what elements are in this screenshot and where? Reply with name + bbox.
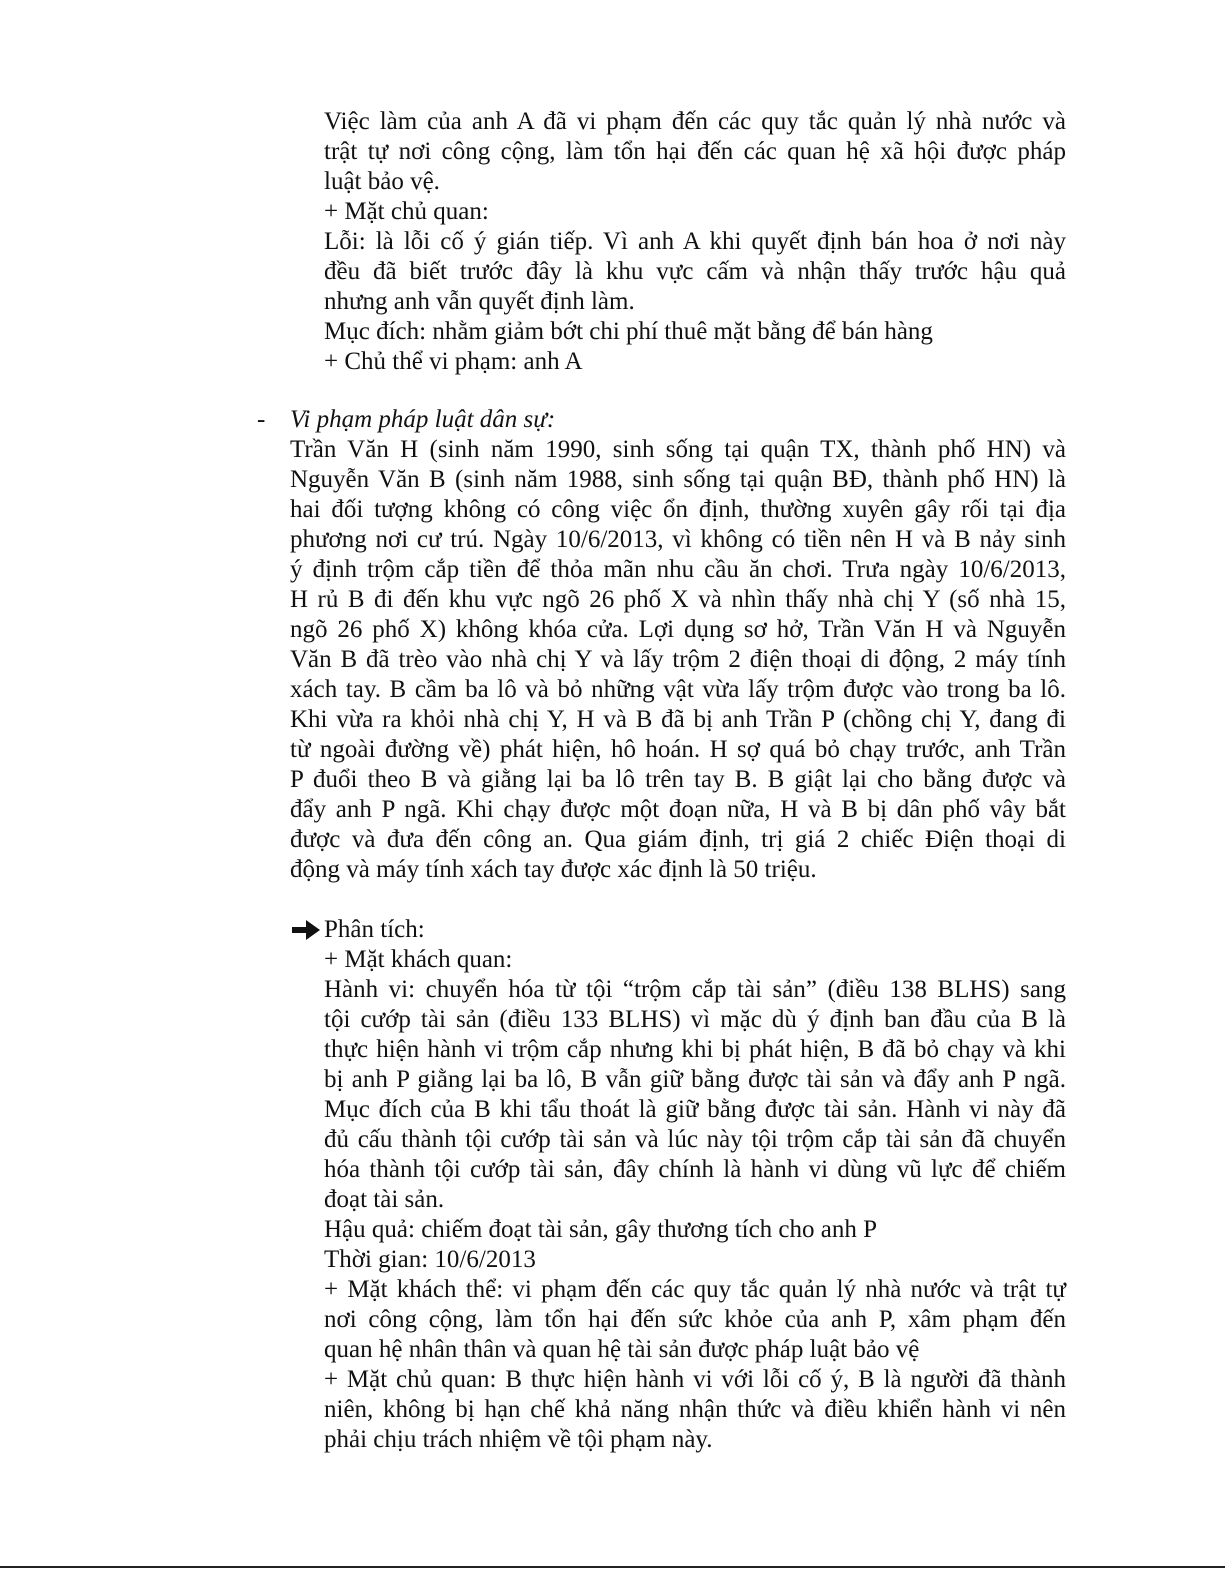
text-line: Mục đích của B khi tẩu thoát là giữ bằng được tài sản. Hành vi này đã — [324, 1096, 1066, 1123]
text-line: Văn B đã trèo vào nhà chị Y và lấy trộm 2 điện thoại di động, 2 máy tính — [290, 646, 1066, 673]
text-line: được và đưa đến công an. Qua giám định, trị giá 2 chiếc Điện thoại di — [290, 826, 1066, 853]
text-line: + Mặt chủ quan: B thực hiện hành vi với lỗi cố ý, B là người đã thành — [324, 1366, 1066, 1393]
text-line: Hành vi: chuyển hóa từ tội “trộm cắp tài sản” (điều 138 BLHS) sang — [324, 976, 1066, 1003]
text-line: bị anh P giằng lại ba lô, B vẫn giữ bằng được tài sản và đẩy anh P ngã. — [324, 1066, 1066, 1093]
text-line: + Mặt chủ quan: — [324, 198, 489, 225]
text-line: quan hệ nhân thân và quan hệ tài sản được pháp luật bảo vệ — [324, 1336, 920, 1363]
text-line: đẩy anh P ngã. Khi chạy được một đoạn nữa, H và B bị dân phố vây bắt — [290, 796, 1066, 823]
text-line: động và máy tính xách tay được xác định là 50 triệu. — [290, 856, 817, 883]
text-line: Khi vừa ra khỏi nhà chị Y, H và B đã bị anh Trần P (chồng chị Y, đang đi — [290, 706, 1066, 733]
text-line: đều đã biết trước đây là khu vực cấm và nhận thấy trước hậu quả — [324, 258, 1066, 285]
text-line: H rủ B đi đến khu vực ngõ 26 phố X và nhìn thấy nhà chị Y (số nhà 15, — [290, 586, 1066, 613]
text-line: Trần Văn H (sinh năm 1990, sinh sống tại quận TX, thành phố HN) và — [290, 436, 1066, 463]
text-line: luật bảo vệ. — [324, 168, 440, 195]
text-line: đủ cấu thành tội cướp tài sản và lúc này tội trộm cắp tài sản đã chuyển — [324, 1126, 1066, 1153]
text-line: Việc làm của anh A đã vi phạm đến các quy tắc quản lý nhà nước và — [324, 108, 1066, 135]
text-line: hai đối tượng không có công việc ổn định, thường xuyên gây rối tại địa — [290, 496, 1066, 523]
right-arrow-icon — [290, 915, 322, 945]
text-line: tội cướp tài sản (điều 133 BLHS) vì mặc dù ý định ban đầu của B là — [324, 1006, 1066, 1033]
text-line: Mục đích: nhằm giảm bớt chi phí thuê mặt bằng để bán hàng — [324, 318, 933, 345]
analysis-title: Phân tích: — [324, 916, 425, 943]
text-line: từ ngoài đường về) phát hiện, hô hoán. H sợ quá bỏ chạy trước, anh Trần — [290, 736, 1066, 763]
text-line: nhưng anh vẫn quyết định làm. — [324, 288, 635, 315]
section-3-text — [324, 945, 1066, 1455]
text-line: + Mặt khách thể: vi phạm đến các quy tắc quản lý nhà nước và trật tự — [324, 1276, 1066, 1303]
text-line: phải chịu trách nhiệm về tội phạm này. — [324, 1426, 713, 1453]
section-1-text — [324, 107, 1066, 377]
text-line: + Chủ thể vi phạm: anh A — [324, 348, 583, 375]
text-line: P đuổi theo B và giằng lại ba lô trên tay B. B giật lại cho bằng được và — [290, 766, 1066, 793]
text-line: đoạt tài sản. — [324, 1186, 445, 1213]
text-line: Nguyễn Văn B (sinh năm 1988, sinh sống tại quận BĐ, thành phố HN) là — [290, 466, 1066, 493]
text-line: thực hiện hành vi trộm cắp nhưng khi bị phát hiện, B đã bỏ chạy và khi — [324, 1036, 1066, 1063]
text-line: trật tự nơi công cộng, làm tổn hại đến các quan hệ xã hội được pháp — [324, 138, 1066, 165]
text-line: hóa thành tội cướp tài sản, đây chính là hành vi dùng vũ lực để chiếm — [324, 1156, 1066, 1183]
text-line: Hậu quả: chiếm đoạt tài sản, gây thương tích cho anh P — [324, 1216, 878, 1243]
section-2-heading: Vi phạm pháp luật dân sự: — [290, 406, 556, 433]
text-line: Lỗi: là lỗi cố ý gián tiếp. Vì anh A khi quyết định bán hoa ở nơi này — [324, 228, 1066, 255]
text-line: Thời gian: 10/6/2013 — [324, 1246, 536, 1273]
text-line: niên, không bị hạn chế khả năng nhận thức và điều khiển hành vi nên — [324, 1396, 1066, 1423]
text-line: nơi công cộng, làm tổn hại đến sức khỏe của anh P, xâm phạm đến — [324, 1306, 1066, 1333]
text-line: xách tay. B cầm ba lô và bỏ những vật vừa lấy trộm được vào trong ba lô. — [290, 676, 1066, 703]
text-line: ngõ 26 phố X) không khóa cửa. Lợi dụng sơ hở, Trần Văn H và Nguyễn — [290, 616, 1066, 643]
list-dash: - — [257, 406, 266, 433]
bottom-divider — [0, 1566, 1225, 1568]
section-2-text — [290, 435, 1066, 885]
text-line: ý định trộm cắp tiền để thỏa mãn nhu cầu ăn chơi. Trưa ngày 10/6/2013, — [290, 556, 1066, 583]
text-line: phương nơi cư trú. Ngày 10/6/2013, vì không có tiền nên H và B nảy sinh — [290, 526, 1066, 553]
text-line: + Mặt khách quan: — [324, 946, 513, 973]
